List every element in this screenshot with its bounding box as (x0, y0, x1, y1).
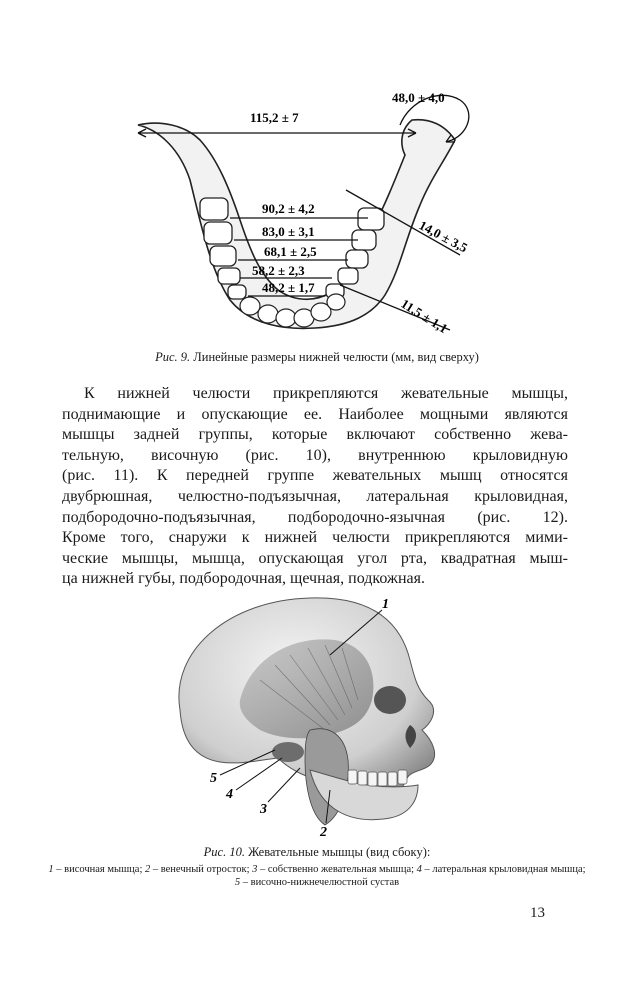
figure-10-caption-number: Рис. 10. (203, 845, 245, 859)
legend-text: – височная мышца; (53, 864, 145, 875)
legend-num: 2 (145, 864, 151, 875)
paragraph-line: тельную, височную (рис. 10), внутреннюю крыловидную (62, 446, 568, 464)
legend-num: 3 (252, 864, 258, 875)
paragraph-line: (рис. 11). К передней группе жевательных мышц относятся (62, 467, 568, 485)
dim-90: 90,2 ± 4,2 (262, 201, 315, 216)
legend-text: – собственно жевательная мышца; (257, 864, 417, 875)
legend-text: – венечный отросток; (150, 864, 253, 875)
paragraph-line: ца нижней губы, подбородочная, щечная, подкожная. (62, 570, 426, 588)
paragraph-line: двубрюшная, челюстно-подъязычная, латеральная крыловидная, (62, 487, 568, 505)
label-2: 2 (320, 825, 327, 840)
joint-region (272, 742, 304, 762)
dim-58: 58,2 ± 2,3 (252, 263, 305, 278)
legend-text: – латеральная крыловидная мышца; (421, 864, 586, 875)
dim-83: 83,0 ± 3,1 (262, 224, 315, 239)
label-3: 3 (260, 802, 267, 817)
dim-68: 68,1 ± 2,5 (264, 244, 317, 259)
paragraph-line: поднимающие и опускающие ее. Наиболее мощными являются (62, 405, 568, 423)
figure-10-legend (48, 863, 586, 889)
dim-11-5: 11,5 ± 1,1 (398, 295, 451, 337)
label-1: 1 (382, 597, 389, 612)
body-paragraph (62, 384, 568, 590)
label-5: 5 (210, 771, 217, 786)
figure-10-caption (0, 845, 634, 860)
paragraph-line: К нижней челюсти прикрепляются жевательные мышцы, (84, 385, 568, 402)
dim-115: 115,2 ± 7 (250, 110, 299, 125)
legend-text: – височно-нижнечелюстной сустав (240, 877, 400, 888)
figure-10-caption-text: Жевательные мышцы (вид сбоку): (244, 845, 431, 859)
paragraph-line: мышцы задней группы, которые включают собственно жева- (62, 426, 568, 444)
label-4: 4 (226, 787, 233, 802)
dim-14: 14,0 ± 3,5 (416, 217, 471, 256)
dim-48-0: 48,0 ± 4,0 (392, 90, 445, 105)
figure-9-caption (0, 350, 634, 365)
legend-num: 4 (416, 864, 422, 875)
figure-9-caption-text: Линейные размеры нижней челюсти (мм, вид сверху) (190, 350, 479, 364)
paragraph-line: Кроме того, снаружи к нижней челюсти прикрепляются мими- (62, 529, 568, 547)
eye-socket (374, 686, 406, 714)
legend-num: 1 (48, 864, 54, 875)
skull-muscles-illustration (160, 590, 480, 840)
page-number: 13 (530, 905, 545, 921)
paragraph-line: ческие мышцы, мышца, опускающая угол рта, квадратная мыш- (62, 549, 568, 567)
mandible-diagram (100, 70, 520, 360)
paragraph-line: подбородочно-подъязычная, подбородочно-язычная (рис. 12). (62, 508, 568, 526)
figure-9-caption-number: Рис. 9. (155, 350, 191, 364)
dim-48-2: 48,2 ± 1,7 (262, 280, 315, 295)
legend-num: 5 (234, 877, 241, 888)
